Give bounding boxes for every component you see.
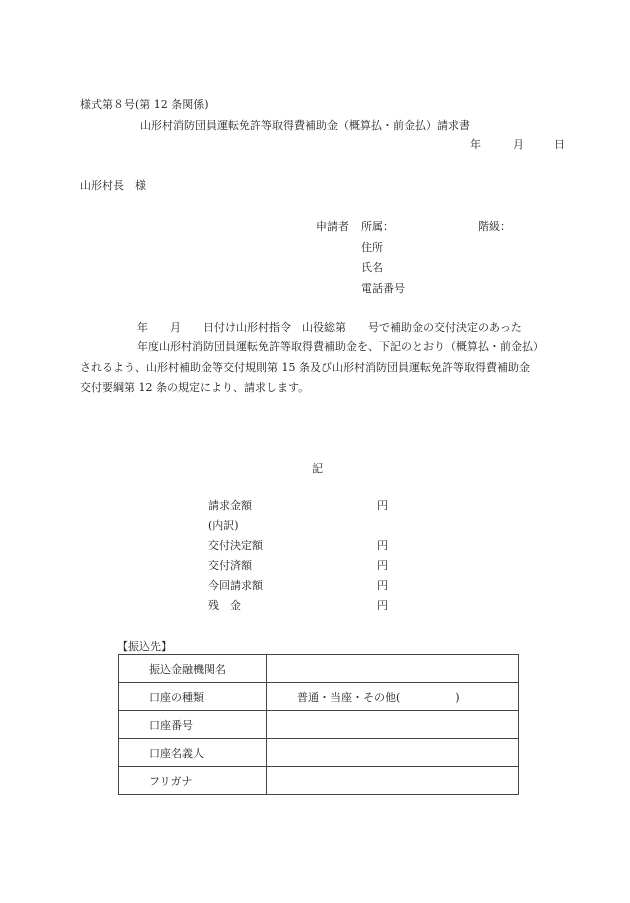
account-type-label: 口座の種類 xyxy=(119,683,267,711)
rank-field: 階級： xyxy=(478,220,511,233)
bank-name-value xyxy=(267,655,519,683)
date-month: 月 xyxy=(513,138,524,151)
body-line-3: されるよう、山形村補助金等交付規則第 15 条及び山形村消防団員運転免許等取得費補助金 xyxy=(80,361,530,374)
body-line-4: 交付要綱第 12 条の規定により、請求します。 xyxy=(80,381,310,394)
item-label: 交付決定額 xyxy=(208,539,263,552)
table-row xyxy=(119,683,519,711)
form-number: 様式第８号(第 12 条関係) xyxy=(80,98,209,111)
account-holder-value xyxy=(267,739,519,767)
table-row xyxy=(119,767,519,795)
furigana-label: フリガナ xyxy=(119,767,267,795)
name-field: 氏名 xyxy=(361,261,383,274)
affiliation-field: 所属： xyxy=(361,220,394,233)
furigana-value xyxy=(267,767,519,795)
item-label: 今回請求額 xyxy=(208,579,263,592)
applicant-label: 申請者 xyxy=(316,220,349,233)
item-unit: 円 xyxy=(377,579,388,592)
date-day: 日 xyxy=(554,138,565,151)
body-line-1: 年 月 日付け山形村指令 山役総第 号で補助金の交付決定のあった xyxy=(137,321,522,334)
transfer-heading: 【振込先】 xyxy=(117,640,172,653)
item-unit: 円 xyxy=(377,559,388,572)
bank-name-label: 振込金融機関名 xyxy=(119,655,267,683)
account-holder-label: 口座名義人 xyxy=(119,739,267,767)
table-row xyxy=(119,739,519,767)
table-row xyxy=(119,655,519,683)
item-label: 残 金 xyxy=(208,599,241,612)
date-year: 年 xyxy=(470,138,481,151)
item-unit: 円 xyxy=(377,599,388,612)
document-title: 山形村消防団員運転免許等取得費補助金（概算払・前金払）請求書 xyxy=(140,119,470,132)
bank-transfer-table xyxy=(118,654,519,795)
addressee: 山形村長 様 xyxy=(80,179,146,192)
phone-field: 電話番号 xyxy=(361,282,405,295)
item-label: 交付済額 xyxy=(208,559,252,572)
account-number-value xyxy=(267,711,519,739)
note-heading: 記 xyxy=(312,462,323,475)
account-number-label: 口座番号 xyxy=(119,711,267,739)
date-line xyxy=(470,139,565,150)
account-type-value: 普通・当座・その他( ) xyxy=(267,683,519,711)
item-unit: 円 xyxy=(377,539,388,552)
item-unit: 円 xyxy=(377,499,388,512)
item-label: 請求金額 xyxy=(208,499,252,512)
body-line-2: 年度山形村消防団員運転免許等取得費補助金を、下記のとおり（概算払・前金払） xyxy=(137,340,544,353)
table-row xyxy=(119,711,519,739)
address-field: 住所 xyxy=(361,241,383,254)
item-label: (内訳) xyxy=(208,519,239,532)
